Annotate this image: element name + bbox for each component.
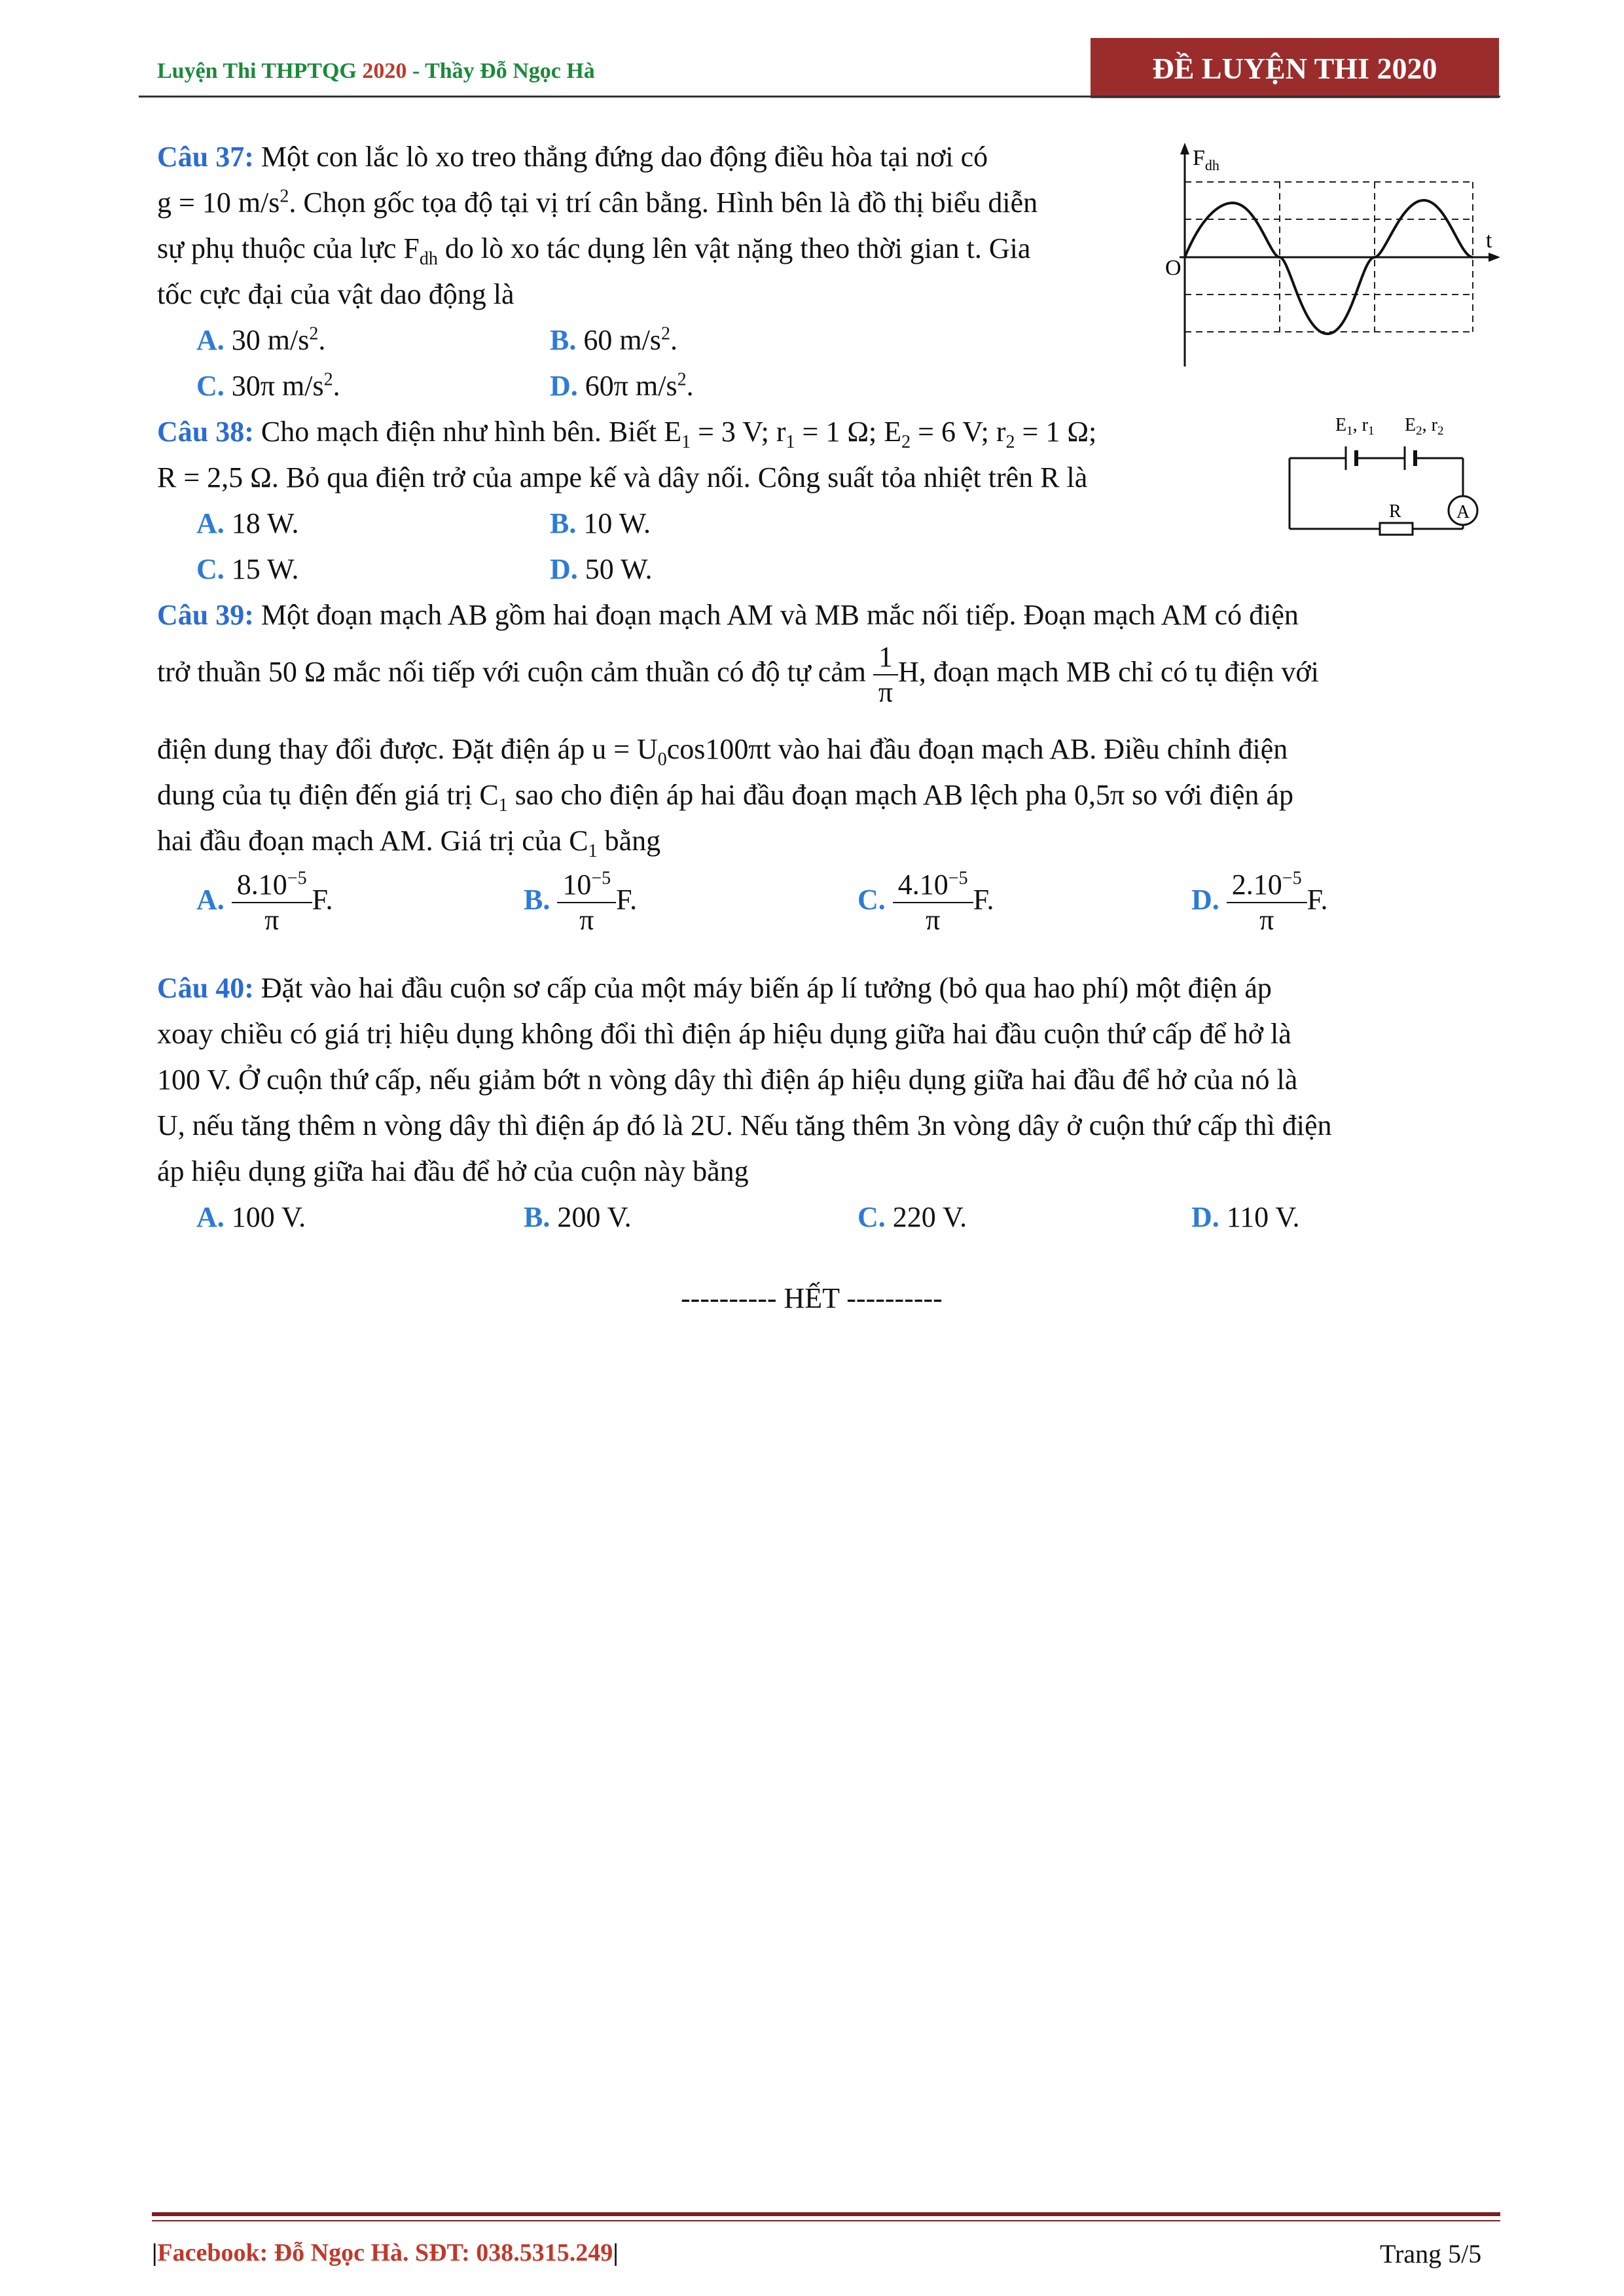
q39-c-num: 4.10 [897,868,948,901]
q37-sup: 2 [280,186,289,207]
q38-s1: 1 [681,431,691,452]
q37-option-d-sup: 2 [677,369,687,390]
q39-text5b: bằng [597,825,661,857]
q38-option-b[interactable] [550,501,651,547]
q38-option-d-value: 50 W. [577,553,653,585]
q39-b-exp: −5 [591,868,611,889]
q40-text5: áp hiệu dụng giữa hai đầu để hở của cuộn này bằng [157,1155,749,1187]
header-year: 2020 [362,59,407,83]
q39-text4a: dung của tụ điện đến giá trị C [157,779,499,811]
q40-line3 [157,1057,1297,1103]
circuit-battery2-label: $E_2$, $r_2$ [1405,415,1444,438]
q39-d-exp: −5 [1282,868,1302,889]
q40-option-b-letter: B. [524,1201,550,1233]
q38-option-c-letter: C. [196,553,225,585]
q39-option-d[interactable] [1191,864,1328,937]
q40-option-c[interactable] [857,1194,967,1240]
q37-text1: Một con lắc lò xo treo thẳng đứng dao động điều hòa tại nơi có [253,141,988,173]
q39-option-c-fraction [893,868,973,937]
q39-sub2: 1 [588,840,598,861]
graph-y-arrow [1180,143,1189,154]
q37-option-b-letter: B. [550,324,577,356]
footer-bar-left: | [152,2239,158,2267]
q37-text3b: do lò xo tác dụng lên vật nặng theo thời gian t. Gia [437,232,1031,264]
q37-option-a-value: 30 m/s [224,324,310,356]
q39-option-b-fraction [557,868,616,937]
q38-t3: = 1 Ω; E [795,416,902,448]
q38-t2: = 3 V; r [691,416,786,448]
q37-line3 [157,226,1030,272]
q39-option-b[interactable] [524,864,637,937]
q38-t5: = 1 Ω; [1015,416,1097,448]
q37-option-a-letter: A. [196,324,225,356]
header-title: ĐỀ LUYỆN THI 2020 [1152,51,1437,85]
q40-line2 [157,1011,1291,1057]
q38-line2 [157,455,1087,501]
q39-c-den: π [926,903,941,936]
header-divider [139,96,1500,98]
q38-text2: R = 2,5 Ω. Bỏ qua điện trở của ampe kế và dây nối. Công suất tỏa nhiệt trên R là [157,461,1088,493]
q40-option-a-value: 100 V. [224,1201,306,1233]
q40-text2: xoay chiều có giá trị hiệu dụng không đổi thì điện áp hiệu dụng giữa hai đầu cuộn thứ cấp để hở là [157,1018,1291,1050]
q40-option-c-letter: C. [857,1201,886,1233]
q39-label: Câu 39: [157,599,254,631]
circuit-battery1-label: $E_1$, $r_1$ [1335,415,1375,438]
q39-option-d-letter: D. [1191,884,1219,916]
q40-option-b[interactable] [524,1194,632,1240]
q39-d-unit: F. [1307,884,1328,916]
q39-line5 [157,818,660,864]
battery-2-icon [1405,446,1415,470]
q40-text4: U, nếu tăng thêm n vòng dây thì điện áp đó là 2U. Nếu tăng thêm 3n vòng dây ở cuộn thứ cấp thì điện [157,1109,1332,1141]
q39-option-c-letter: C. [857,884,886,916]
q39-b-den: π [579,903,594,936]
q39-option-a[interactable] [196,864,333,937]
q37-option-d-value: 60π m/s [577,370,677,402]
q37-text3a: sự phụ thuộc của lực F [157,232,420,264]
q37-option-d-letter: D. [550,370,578,402]
header-part1: Luyện Thi THPTQG [157,59,363,83]
q38-option-d[interactable] [550,547,652,592]
q37-option-d[interactable] [550,363,694,409]
q37-line1 [157,134,988,180]
q40-option-b-value: 200 V. [550,1201,632,1233]
q39-text3b: cos100πt vào hai đầu đoạn mạch AB. Điều chỉnh điện [666,733,1288,765]
q38-circuit-diagram [1283,412,1499,543]
q37-option-c-sup: 2 [323,369,333,390]
q39-c-exp: −5 [948,868,968,889]
q40-line1 [157,965,1272,1011]
header-author: Thầy Đỗ Ngọc Hà [425,59,595,83]
q39-option-a-letter: A. [196,884,225,916]
q39-d-num: 2.10 [1231,868,1282,901]
q39-b-unit: F. [616,884,638,916]
q39-frac-den: π [878,675,893,708]
q37-option-c-value: 30π m/s [224,370,324,402]
graph-sine-curve [1185,200,1473,334]
q37-label: Câu 37: [157,141,254,173]
footer-divider-thick [152,2212,1500,2216]
q39-inductance-fraction [873,640,898,709]
q37-option-a-sup: 2 [309,323,319,344]
header-sep: - [406,59,425,83]
battery-1-icon [1346,446,1356,470]
q37-line4 [157,272,514,317]
q38-option-b-value: 10 W. [576,507,651,539]
q38-option-b-letter: B. [550,507,577,539]
circuit-wires [1290,458,1463,529]
q37-option-c[interactable] [196,363,340,409]
q39-c-unit: F. [973,884,994,916]
q40-line5 [157,1149,749,1194]
q38-s2: 1 [785,431,795,452]
q38-t4: = 6 V; r [911,416,1006,448]
q39-line3 [157,726,1288,772]
q37-option-a-end: . [318,324,326,356]
graph-x-label: t [1486,228,1492,253]
q38-option-d-letter: D. [550,553,578,585]
q39-text3a: điện dung thay đổi được. Đặt điện áp u = U [157,733,658,765]
q40-option-d-value: 110 V. [1219,1201,1300,1233]
graph-x-arrow [1489,253,1500,262]
q37-option-b-sup: 2 [660,323,670,344]
q37-option-a[interactable] [196,317,325,363]
q37-option-b[interactable] [550,317,677,363]
q39-b-num: 10 [562,868,592,901]
q38-label: Câu 38: [157,416,254,448]
q37-text2b: . Chọn gốc tọa độ tại vị trí cân bằng. Hình bên là đồ thị biểu diễn [289,187,1038,219]
resistor-label: R [1389,501,1401,522]
q39-option-c[interactable] [857,864,994,937]
q39-a-exp: −5 [287,868,307,889]
q40-option-a[interactable] [196,1194,306,1240]
q39-a-den: π [264,903,280,936]
footer-contact [152,2238,619,2267]
q40-text1: Đặt vào hai đầu cuộn sơ cấp của một máy biến áp lí tưởng (bỏ qua hao phí) một điện áp [253,972,1272,1004]
q39-line1 [157,592,1299,638]
q39-text2b: H, đoạn mạch MB chỉ có tụ điện với [898,656,1319,688]
q39-frac-num: 1 [873,640,898,675]
q38-s4: 2 [1005,431,1015,452]
header-title-box [1091,38,1499,98]
q37-text4: tốc cực đại của vật dao động là [157,278,514,310]
q38-option-c-value: 15 W. [224,553,299,585]
footer-divider-thin [152,2220,1500,2221]
q37-text2a: g = 10 m/s [157,187,280,219]
q38-s3: 2 [901,431,911,452]
q40-option-d[interactable] [1191,1194,1299,1240]
q39-line2 [157,638,1319,709]
q37-force-graph [1165,137,1506,373]
q37-option-c-letter: C. [196,370,225,402]
q39-option-b-letter: B. [524,884,550,916]
q39-d-den: π [1259,903,1274,936]
resistor-icon [1380,523,1413,535]
q39-sub0: 0 [657,749,667,770]
q39-text4b: sao cho điện áp hai đầu đoạn mạch AB lệch pha 0,5π so với điện áp [507,779,1293,811]
graph-y-label: $F_{dh}$ [1193,146,1219,173]
q40-line4 [157,1103,1332,1149]
q39-line4 [157,772,1293,818]
footer-facebook[interactable]: Facebook: Đỗ Ngọc Hà. SĐT: 038.5315.249 [157,2239,613,2267]
q37-option-b-value: 60 m/s [576,324,661,356]
q38-line1 [157,409,1096,455]
q39-option-a-fraction [232,868,312,937]
end-mark: ---------- HẾT ---------- [681,1282,943,1314]
q39-a-num: 8.10 [236,868,287,901]
q37-option-d-end: . [686,370,694,402]
q39-sub1: 1 [498,795,508,816]
q40-option-a-letter: A. [196,1201,225,1233]
q37-option-c-end: . [333,370,340,402]
q38-option-a-letter: A. [196,507,225,539]
q38-option-a-value: 18 W. [224,507,299,539]
q39-text1: Một đoạn mạch AB gồm hai đoạn mạch AM và MB mắc nối tiếp. Đoạn mạch AM có điện [253,599,1299,631]
footer-bar-right: | [613,2239,619,2267]
q40-text3: 100 V. Ở cuộn thứ cấp, nếu giảm bớt n vòng dây thì điện áp hiệu dụng giữa hai đầu để hở của nó là [157,1064,1298,1096]
q39-a-unit: F. [312,884,333,916]
q40-label: Câu 40: [157,972,254,1004]
page-number: Trang 5/5 [1380,2239,1482,2269]
q39-text2a: trở thuần 50 Ω mắc nối tiếp với cuộn cảm thuần có độ tự cảm [157,656,874,688]
graph-origin-label: O [1165,256,1182,280]
q37-line2 [157,180,1038,226]
ammeter-label: A [1456,502,1470,522]
q37-option-b-end: . [670,324,677,356]
q38-t1: Cho mạch điện như hình bên. Biết E [253,416,682,448]
q38-option-c[interactable] [196,547,298,592]
q39-text5a: hai đầu đoạn mạch AM. Giá trị của C [157,825,588,857]
q40-option-c-value: 220 V. [885,1201,967,1233]
header-left [157,59,595,84]
q37-sub: dh [419,248,438,269]
q39-option-d-fraction [1227,868,1307,937]
q38-option-a[interactable] [196,501,298,547]
q40-option-d-letter: D. [1191,1201,1219,1233]
